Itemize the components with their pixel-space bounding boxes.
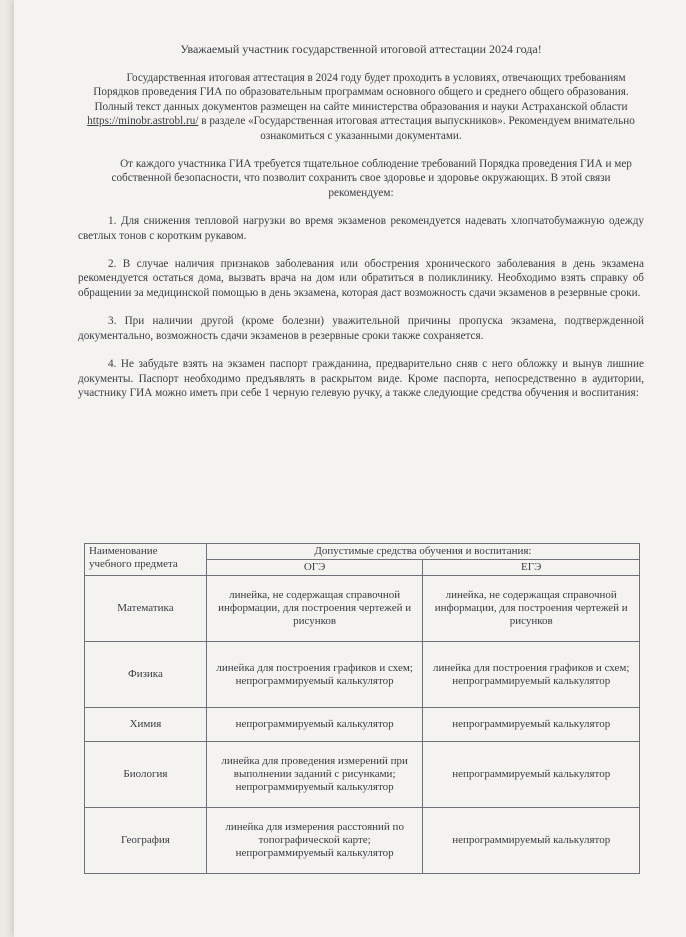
table-row xyxy=(85,576,640,642)
table-row xyxy=(85,642,640,708)
subject-cell: Математика xyxy=(85,576,207,642)
oge-cell: линейка для проведения измерений при выполнении заданий с рисунками; непрограммируемый калькулятор xyxy=(206,742,423,808)
recommendation-item-1: 1. Для снижения тепловой нагрузки во время экзаменов рекомендуется надевать хлопчатобумажную одежду светлых тонов с коротким рукавом. xyxy=(78,215,644,242)
subject-cell: Биология xyxy=(85,742,207,808)
document-page xyxy=(14,0,686,937)
header-oge: ОГЭ xyxy=(206,560,423,576)
intro-paragraph xyxy=(78,71,644,143)
recommendation-item-3: 3. При наличии другой (кроме болезни) уважительной причины пропуска экзамена, подтвержденной документально, возможность сдачи экзаменов в резервные сроки также сохраняется. xyxy=(78,315,644,342)
requirement-paragraph: От каждого участника ГИА требуется тщательное соблюдение требований Порядка проведения ГИА и мер собственной безопасности, что позволит сохранить свое здоровье и здоровье окружающих. В этой связи рекомендуем: xyxy=(111,158,632,199)
ege-cell: линейка, не содержащая справочной информации, для построения чертежей и рисунков xyxy=(423,576,640,642)
intro-text: Государственная итоговая аттестация в 2024 году будет проходить в условиях, отвечающих требованиям Порядков проведения ГИА по образовательным программам основного общего и среднего общего образования. Полный текст данных документов размещен на сайте министерства образования и науки Астраханской области xyxy=(93,72,629,113)
subject-cell: Химия xyxy=(85,708,207,742)
ege-cell: непрограммируемый калькулятор xyxy=(423,808,640,874)
ministry-link[interactable]: https://minobr.astrobl.ru/ xyxy=(87,115,199,128)
intro-text-continued: в разделе «Государственная итоговая аттестация выпускников». Рекомендуем внимательно ознакомиться с указанными документами. xyxy=(201,115,635,142)
recommendation-item-2: 2. В случае наличия признаков заболевания или обострения хронического заболевания в день экзамена рекомендуется остаться дома, вызвать врача на дом или обратиться в поликлинику. Необходимо взять справку об обращении за медицинской помощью в день экзамена, которая даст возможность сдачи экзаменов в резервные сроки. xyxy=(78,258,644,299)
header-ege: ЕГЭ xyxy=(423,560,640,576)
table-header-row xyxy=(85,544,640,560)
document-title: Уважаемый участник государственной итоговой аттестации 2024 года! xyxy=(180,42,542,56)
header-allowed-items: Допустимые средства обучения и воспитания: xyxy=(206,544,639,560)
subject-cell: География xyxy=(85,808,207,874)
oge-cell: линейка для измерения расстояний по топографической карте; непрограммируемый калькулятор xyxy=(206,808,423,874)
oge-cell: линейка, не содержащая справочной информации, для построения чертежей и рисунков xyxy=(206,576,423,642)
allowed-items-table xyxy=(84,543,640,874)
table-row xyxy=(85,708,640,742)
document-content xyxy=(78,42,644,414)
header-subject: Наименование учебного предмета xyxy=(85,544,207,576)
ege-cell: линейка для построения графиков и схем; непрограммируемый калькулятор xyxy=(423,642,640,708)
ege-cell: непрограммируемый калькулятор xyxy=(423,708,640,742)
recommendation-item-4: 4. Не забудьте взять на экзамен паспорт гражданина, предварительно сняв с него обложку и вынув лишние документы. Паспорт необходимо предъявлять в раскрытом виде. Кроме паспорта, непосредственно в аудитории, участнику ГИА можно иметь при себе 1 черную гелевую ручку, а также следующие средства обучения и воспитания: xyxy=(78,358,644,399)
ege-cell: непрограммируемый калькулятор xyxy=(423,742,640,808)
subject-cell: Физика xyxy=(85,642,207,708)
table-row xyxy=(85,742,640,808)
oge-cell: линейка для построения графиков и схем; непрограммируемый калькулятор xyxy=(206,642,423,708)
oge-cell: непрограммируемый калькулятор xyxy=(206,708,423,742)
table-row xyxy=(85,808,640,874)
